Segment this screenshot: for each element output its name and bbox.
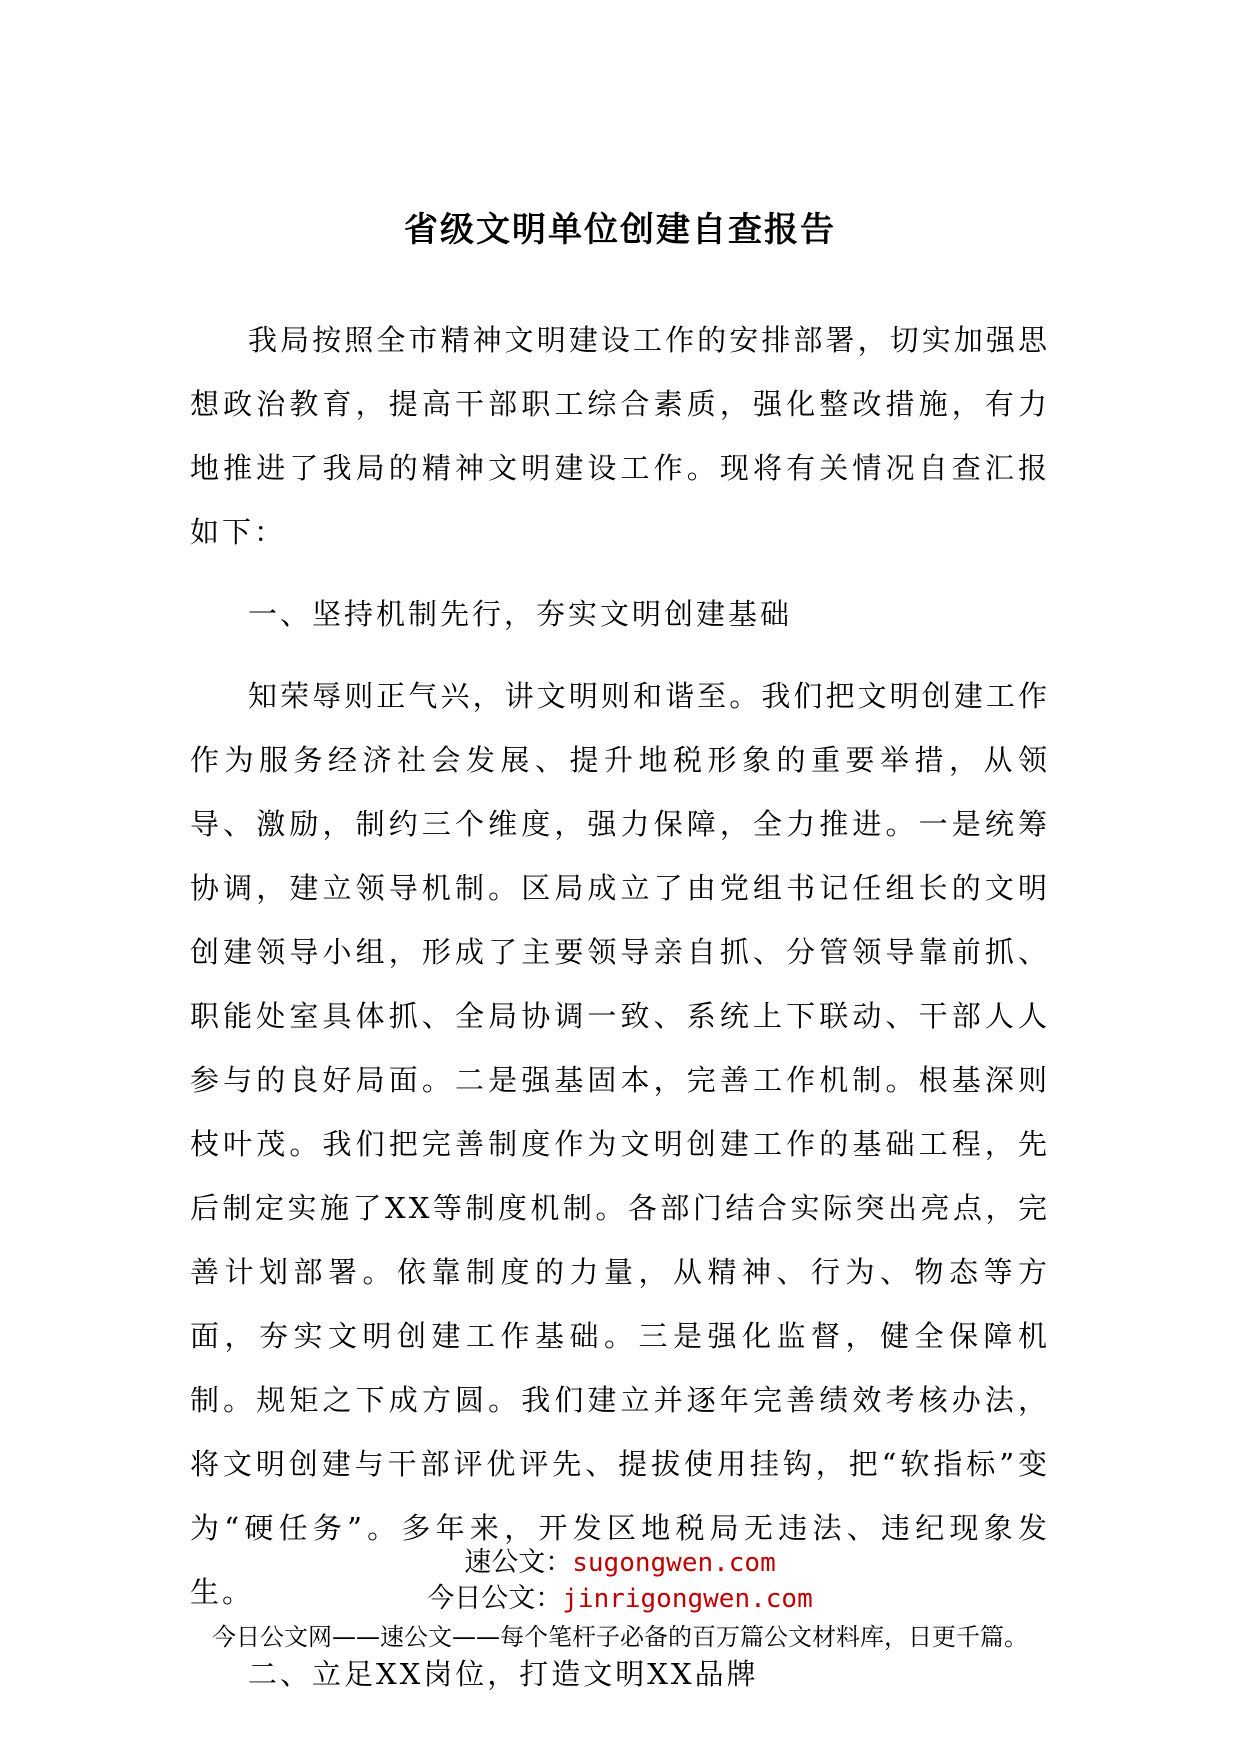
paragraph-spacer (190, 646, 1050, 664)
footer-slogan: 今日公文网——速公文——每个笔杆子必备的百万篇公文材料库，日更千篇。 (212, 1623, 1028, 1651)
jinrigongwen-link[interactable]: jinrigongwen.com (562, 1584, 813, 1614)
intro-paragraph: 我局按照全市精神文明建设工作的安排部署，切实加强思想政治教育，提高干部职工综合素质，强化整改措施，有力地推进了我局的精神文明建设工作。现将有关情况自查汇报如下： (190, 323, 1050, 549)
footer-line-jinrigongwen (0, 1581, 1240, 1617)
paragraph-spacer (190, 564, 1050, 582)
section-2-heading: 二、立足XX岗位，打造文明XX品牌 (248, 1657, 759, 1691)
footer-label-sugongwen: 速公文： (464, 1547, 573, 1578)
sugongwen-link[interactable]: sugongwen.com (572, 1548, 776, 1578)
section-1-body: 知荣辱则正气兴，讲文明则和谐至。我们把文明创建工作作为服务经济社会发展、提升地税形象的重要举措，从领导、激励，制约三个维度，强力保障，全力推进。一是统筹协调，建立领导机制。区局成立了由党组书记任组长的文明创建领导小组，形成了主要领导亲自抓、分管领导靠前抓、职能处室具体抓、全局协调一致、系统上下联动、干部人人参与的良好局面。二是强基固本，完善工作机制。根基深则枝叶茂。我们把完善制度作为文明创建工作的基础工程，先后制定实施了XX等制度机制。各部门结合实际突出亮点，完善计划部署。依靠制度的力量，从精神、行为、物态等方面，夯实文明创建工作基础。三是强化监督，健全保障机制。规矩之下成方圆。我们建立并逐年完善绩效考核办法，将文明创建与干部评优评先、提拔使用挂钩，把“软指标”变为“硬任务”。多年来，开发区地税局无违法、违纪现象发生。 (190, 679, 1050, 1609)
document-title: 省级文明单位创建自查报告 (404, 210, 836, 250)
document-body (190, 308, 1050, 1706)
footer-line-sugongwen (0, 1545, 1240, 1581)
footer-label-jinrigongwen: 今日公文： (427, 1583, 563, 1614)
section-1-heading: 一、坚持机制先行，夯实文明创建基础 (248, 597, 793, 631)
watermark-footer (0, 1545, 1240, 1655)
